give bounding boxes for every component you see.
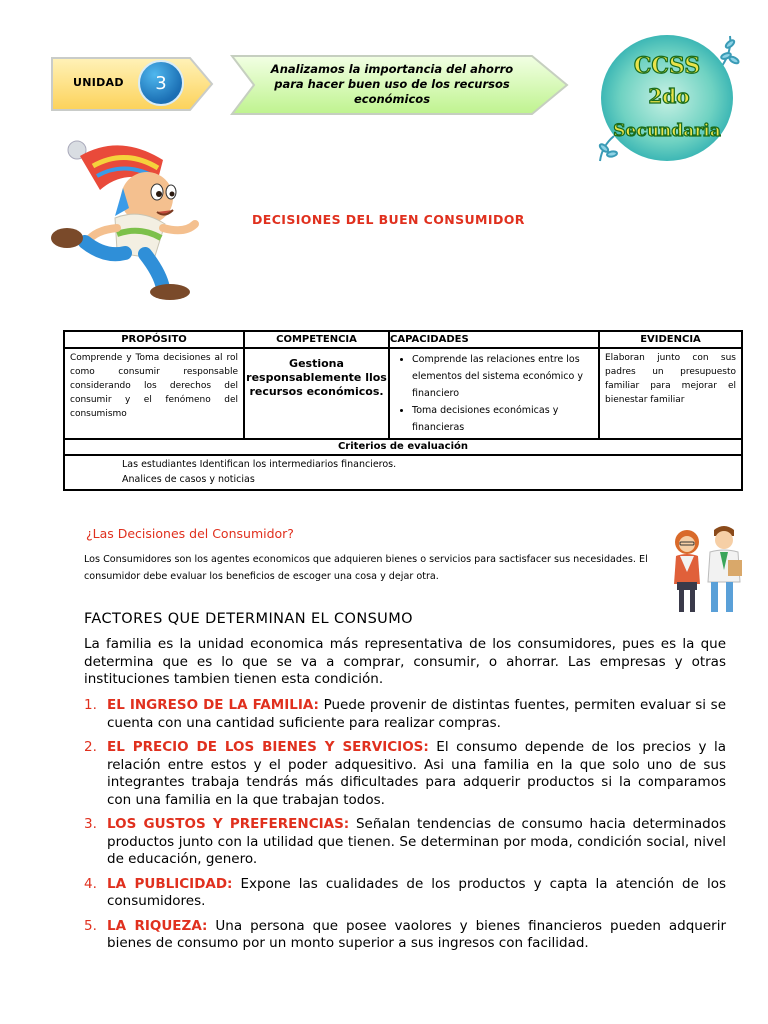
planning-table bbox=[63, 330, 743, 491]
list-item: • Comprende las relaciones entre los elementos del sistema económico y financiero bbox=[412, 351, 594, 402]
item-key: LOS GUSTOS Y PREFERENCIAS: bbox=[107, 816, 350, 832]
question-text: Los Consumidores son los agentes economicos que adquieren bienes o servicios para sactisfacer sus necesidades. El consumidor debe evaluar los beneficios de escoger una cosa y dejar otra. bbox=[84, 554, 648, 582]
evidencia-text: Elaboran junto con sus padres un presupuesto familiar para mejorar el bienestar familiar bbox=[605, 353, 736, 405]
item-key: EL INGRESO DE LA FAMILIA: bbox=[107, 697, 319, 713]
table-content-row bbox=[64, 348, 742, 439]
criterios-title: Criterios de evaluación bbox=[64, 439, 742, 455]
item-key: EL PRECIO DE LOS BIENES Y SERVICIOS: bbox=[107, 739, 429, 755]
competencia-cell bbox=[244, 348, 389, 439]
factors-list bbox=[84, 697, 726, 960]
criterio-item: Analices de casos y noticias bbox=[122, 474, 255, 485]
header-proposito: PROPÓSITO bbox=[64, 331, 244, 348]
logo-line-1: CCSS bbox=[633, 53, 701, 79]
consumers-couple-illustration bbox=[662, 520, 746, 616]
item-number: 4. bbox=[84, 875, 97, 892]
running-boy-illustration bbox=[45, 138, 215, 303]
header-competencia: COMPETENCIA bbox=[244, 331, 389, 348]
item-number: 2. bbox=[84, 739, 97, 755]
item-number: 5. bbox=[84, 917, 97, 934]
topic-text: Analizamos la importancia del ahorro para hacer buen uso de los recursos económicos bbox=[270, 62, 514, 106]
item-text: Señalan tendencias de consumo hacia determinados productos junto con la utilidad que tienen. Se determinan por moda, condición social, nivel de educación, genero. bbox=[107, 816, 726, 867]
header-evidencia: EVIDENCIA bbox=[599, 331, 742, 348]
capacidades-list bbox=[390, 349, 598, 438]
criterios-row bbox=[64, 455, 742, 490]
page-title: DECISIONES DEL BUEN CONSUMIDOR bbox=[252, 212, 525, 227]
unit-number: 3 bbox=[138, 60, 184, 106]
logo-line-3: Secundaria bbox=[613, 121, 721, 141]
item-text: Expone las cualidades de los productos y capta la atención de los consumidores. bbox=[107, 875, 726, 909]
ccss-logo bbox=[594, 26, 744, 166]
competencia-text: Gestiona responsablemente llos recursos económicos. bbox=[246, 357, 387, 398]
item-number: 1. bbox=[84, 697, 97, 713]
item-text: El consumo depende de los precios y la relación entre estos y el poder adquesitivo. Asi una familia en la que solo uno de sus integrantes trabaja tendrás más dificultades para adquerir productos si la comparamos con una familia en la que trabajan todos. bbox=[107, 739, 726, 808]
list-item bbox=[84, 918, 726, 953]
criterios-header-row bbox=[64, 439, 742, 455]
capacidades-cell bbox=[389, 348, 599, 439]
proposito-text: Comprende y Toma decisiones al rol como consumir responsable considerando los derechos del consumir y el fenómeno del consumismo bbox=[70, 353, 238, 419]
logo-line-2: 2do bbox=[648, 84, 690, 108]
evidencia-cell bbox=[599, 348, 742, 439]
criterio-item: Las estudiantes Identifican los intermediarios financieros. bbox=[122, 459, 397, 470]
list-item bbox=[84, 816, 726, 869]
list-item bbox=[84, 697, 726, 732]
criterios-cell bbox=[64, 455, 742, 490]
item-key: LA PUBLICIDAD: bbox=[107, 875, 233, 892]
list-item: • Toma decisiones económicas y financieras bbox=[412, 402, 594, 436]
header-capacidades: CAPACIDADES bbox=[389, 331, 599, 348]
factors-intro: La familia es la unidad economica más representativa de los consumidores, pues es la que determina que es lo que se va a comprar, consumir, o ahorrar. Las empresas y otras instituciones tambien tienen esta condición. bbox=[84, 636, 726, 687]
item-key: LA RIQUEZA: bbox=[107, 917, 208, 934]
item-text: Puede provenir de distintas fuentes, permiten evaluar si se cuenta con una cantidad suficiente para realizar compras. bbox=[107, 697, 727, 731]
unit-label: UNIDAD bbox=[73, 76, 124, 89]
question-title: ¿Las Decisiones del Consumidor? bbox=[86, 526, 294, 541]
item-text: Una persona que posee vaolores y bienes financieros pueden adquerir bienes de consumo por un monto superior a sus ingresos con facilidad. bbox=[107, 917, 726, 951]
factors-title: FACTORES QUE DETERMINAN EL CONSUMO bbox=[84, 611, 413, 627]
table-header-row bbox=[64, 331, 742, 348]
list-item bbox=[84, 876, 726, 911]
list-item bbox=[84, 739, 726, 809]
item-number: 3. bbox=[84, 816, 97, 832]
proposito-cell bbox=[64, 348, 244, 439]
